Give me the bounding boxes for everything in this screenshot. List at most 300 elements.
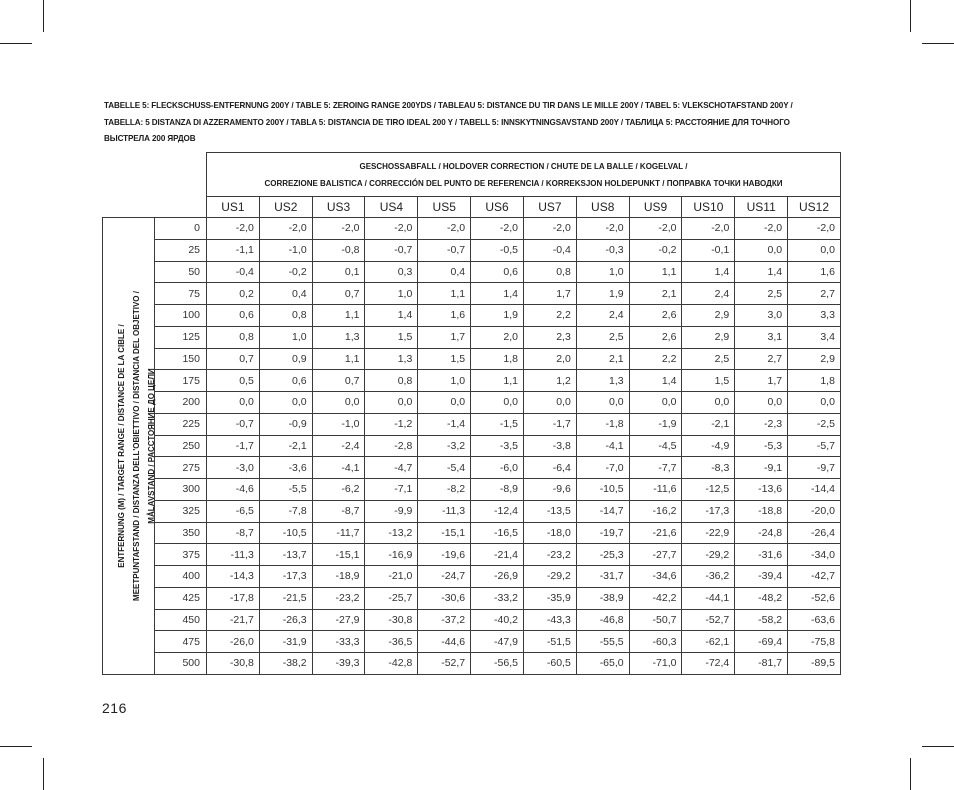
target-range-label — [114, 226, 156, 666]
value-cell: -1,4 — [418, 413, 471, 435]
value-cell: -3,8 — [523, 435, 576, 457]
value-cell: -14,3 — [207, 566, 260, 588]
value-cell: 1,5 — [365, 326, 418, 348]
distance-cell: 0 — [155, 218, 207, 240]
value-cell: -27,7 — [629, 544, 682, 566]
column-header-us12: US12 — [788, 197, 841, 218]
table-row — [103, 479, 841, 501]
value-cell: -42,8 — [365, 653, 418, 675]
value-cell: -2,0 — [365, 218, 418, 240]
value-cell: -3,2 — [418, 435, 471, 457]
value-cell: -34,6 — [629, 566, 682, 588]
value-cell: -0,2 — [629, 239, 682, 261]
value-cell: -51,5 — [523, 631, 576, 653]
value-cell: -31,7 — [576, 566, 629, 588]
value-cell: -0,7 — [418, 239, 471, 261]
value-cell: 0,6 — [471, 261, 524, 283]
value-cell: -6,5 — [207, 500, 260, 522]
table-row — [103, 500, 841, 522]
value-cell: -4,5 — [629, 435, 682, 457]
value-cell: 1,4 — [682, 261, 735, 283]
column-header-us8: US8 — [576, 197, 629, 218]
distance-cell: 350 — [155, 522, 207, 544]
table-row — [103, 392, 841, 414]
holdover-header-line1: GESCHOSSABFALL / HOLDOVER CORRECTION / CHUTE DE LA BALLE / KOGELVAL / — [359, 161, 688, 171]
value-cell: -12,5 — [682, 479, 735, 501]
value-cell: -43,3 — [523, 609, 576, 631]
value-cell: -52,7 — [682, 609, 735, 631]
value-cell: -24,8 — [735, 522, 788, 544]
value-cell: -21,5 — [259, 587, 312, 609]
distance-cell: 100 — [155, 305, 207, 327]
distance-cell: 400 — [155, 566, 207, 588]
table-row — [103, 326, 841, 348]
value-cell: 0,3 — [365, 261, 418, 283]
value-cell: 2,9 — [682, 305, 735, 327]
value-cell: -37,2 — [418, 609, 471, 631]
distance-cell: 375 — [155, 544, 207, 566]
value-cell: -4,1 — [576, 435, 629, 457]
value-cell: 0,0 — [207, 392, 260, 414]
distance-cell: 175 — [155, 370, 207, 392]
value-cell: -2,5 — [788, 413, 841, 435]
value-cell: 0,0 — [735, 392, 788, 414]
table-caption: TABELLE 5: FLECKSCHUSS-ENTFERNUNG 200Y / TABLE 5: ZEROING RANGE 200YDS / TABLEAU 5: DISTANCE DU TIR DANS LE MILLE 200Y / TABEL 5: VLEKSCHOTAFSTAND 200Y / TABELLA: 5 DISTANZA DI AZZERAMENTO 200Y / TABLA 5: DISTANCIA DE TIRO IDEAL 200 Y / TABELL 5: INNSKYTNINGSAVSTAND 200Y / ТАБЛИЦА 5: РАССТОЯНИЕ ДЛЯ ТОЧНОГО ВЫСТРЕЛА 200 ЯРДОВ — [104, 101, 793, 143]
value-cell: -69,4 — [735, 631, 788, 653]
value-cell: -8,3 — [682, 457, 735, 479]
distance-cell: 250 — [155, 435, 207, 457]
value-cell: -36,5 — [365, 631, 418, 653]
value-cell: -58,2 — [735, 609, 788, 631]
value-cell: -26,3 — [259, 609, 312, 631]
value-cell: -2,1 — [682, 413, 735, 435]
value-cell: 1,4 — [365, 305, 418, 327]
value-cell: 0,9 — [259, 348, 312, 370]
target-range-label-line: ENTFERNUNG (M) / TARGET RANGE / DISTANCE DE LA CIBLE / — [116, 324, 126, 568]
value-cell: -26,4 — [788, 522, 841, 544]
value-cell: -18,9 — [312, 566, 365, 588]
value-cell: 0,5 — [207, 370, 260, 392]
value-cell: -52,7 — [418, 653, 471, 675]
value-cell: -4,1 — [312, 457, 365, 479]
table-row — [103, 370, 841, 392]
value-cell: -16,5 — [471, 522, 524, 544]
column-header-us6: US6 — [471, 197, 524, 218]
value-cell: -8,2 — [418, 479, 471, 501]
value-cell: -5,4 — [418, 457, 471, 479]
value-cell: -13,5 — [523, 500, 576, 522]
value-cell: -81,7 — [735, 653, 788, 675]
value-cell: 2,5 — [576, 326, 629, 348]
value-cell: -35,9 — [523, 587, 576, 609]
value-cell: 1,0 — [576, 261, 629, 283]
value-cell: -11,6 — [629, 479, 682, 501]
crop-mark — [0, 746, 32, 747]
value-cell: -71,0 — [629, 653, 682, 675]
holdover-table — [102, 152, 841, 675]
value-cell: -15,1 — [312, 544, 365, 566]
value-cell: -0,1 — [682, 239, 735, 261]
value-cell: -21,0 — [365, 566, 418, 588]
value-cell: -1,7 — [523, 413, 576, 435]
distance-cell: 500 — [155, 653, 207, 675]
value-cell: -30,6 — [418, 587, 471, 609]
value-cell: -1,2 — [365, 413, 418, 435]
value-cell: -33,2 — [471, 587, 524, 609]
distance-cell: 275 — [155, 457, 207, 479]
value-cell: -2,3 — [735, 413, 788, 435]
value-cell: -19,7 — [576, 522, 629, 544]
value-cell: -29,2 — [523, 566, 576, 588]
table-row — [103, 283, 841, 305]
value-cell: 0,0 — [735, 239, 788, 261]
value-cell: 2,3 — [523, 326, 576, 348]
value-cell: 2,5 — [682, 348, 735, 370]
value-cell: -72,4 — [682, 653, 735, 675]
value-cell: 0,0 — [365, 392, 418, 414]
value-cell: -10,5 — [576, 479, 629, 501]
value-cell: -20,0 — [788, 500, 841, 522]
value-cell: -14,7 — [576, 500, 629, 522]
value-cell: 1,3 — [312, 326, 365, 348]
crop-mark — [910, 0, 911, 32]
value-cell: -2,4 — [312, 435, 365, 457]
value-cell: -65,0 — [576, 653, 629, 675]
value-cell: -18,8 — [735, 500, 788, 522]
value-cell: -9,9 — [365, 500, 418, 522]
value-cell: 0,7 — [312, 283, 365, 305]
value-cell: -2,0 — [735, 218, 788, 240]
table-row — [103, 544, 841, 566]
table-row — [103, 522, 841, 544]
value-cell: -47,9 — [471, 631, 524, 653]
value-cell: -10,5 — [259, 522, 312, 544]
table-row — [103, 566, 841, 588]
value-cell: 1,6 — [418, 305, 471, 327]
value-cell: -26,9 — [471, 566, 524, 588]
value-cell: 1,7 — [418, 326, 471, 348]
value-cell: -36,2 — [682, 566, 735, 588]
column-header-us11: US11 — [735, 197, 788, 218]
value-cell: -22,9 — [682, 522, 735, 544]
value-cell: 0,0 — [471, 392, 524, 414]
value-cell: 1,1 — [418, 283, 471, 305]
value-cell: -5,5 — [259, 479, 312, 501]
value-cell: 2,9 — [788, 348, 841, 370]
crop-mark — [910, 758, 911, 790]
value-cell: -30,8 — [207, 653, 260, 675]
value-cell: 1,4 — [629, 370, 682, 392]
value-cell: -1,5 — [471, 413, 524, 435]
distance-cell: 450 — [155, 609, 207, 631]
value-cell: -4,6 — [207, 479, 260, 501]
value-cell: 1,8 — [471, 348, 524, 370]
value-cell: 0,0 — [788, 392, 841, 414]
value-cell: 0,0 — [259, 392, 312, 414]
table-row — [103, 261, 841, 283]
value-cell: -0,9 — [259, 413, 312, 435]
value-cell: -13,2 — [365, 522, 418, 544]
distance-cell: 475 — [155, 631, 207, 653]
value-cell: 1,9 — [471, 305, 524, 327]
value-cell: -6,4 — [523, 457, 576, 479]
column-header-us10: US10 — [682, 197, 735, 218]
value-cell: -23,2 — [312, 587, 365, 609]
value-cell: 0,0 — [523, 392, 576, 414]
distance-cell: 425 — [155, 587, 207, 609]
value-cell: 0,4 — [418, 261, 471, 283]
value-cell: -31,6 — [735, 544, 788, 566]
value-cell: 1,1 — [312, 348, 365, 370]
table-row — [103, 413, 841, 435]
value-cell: -31,9 — [259, 631, 312, 653]
value-cell: -60,5 — [523, 653, 576, 675]
value-cell: -39,3 — [312, 653, 365, 675]
value-cell: -42,2 — [629, 587, 682, 609]
table-row — [103, 218, 841, 240]
crop-mark — [0, 43, 32, 44]
value-cell: 0,8 — [365, 370, 418, 392]
value-cell: 3,1 — [735, 326, 788, 348]
value-cell: 0,0 — [418, 392, 471, 414]
table-row — [103, 305, 841, 327]
column-header-us1: US1 — [207, 197, 260, 218]
value-cell: -13,6 — [735, 479, 788, 501]
value-cell: 0,7 — [312, 370, 365, 392]
value-cell: 3,3 — [788, 305, 841, 327]
value-cell: -24,7 — [418, 566, 471, 588]
value-cell: 0,6 — [259, 370, 312, 392]
value-cell: -11,3 — [418, 500, 471, 522]
value-cell: -0,2 — [259, 261, 312, 283]
header-spacer — [103, 153, 207, 218]
value-cell: 1,7 — [735, 370, 788, 392]
table-body — [103, 218, 841, 675]
holdover-header — [207, 153, 841, 197]
value-cell: -1,7 — [207, 435, 260, 457]
value-cell: -1,8 — [576, 413, 629, 435]
value-cell: -55,5 — [576, 631, 629, 653]
value-cell: 0,1 — [312, 261, 365, 283]
value-cell: 1,9 — [576, 283, 629, 305]
column-header-us2: US2 — [259, 197, 312, 218]
value-cell: 2,4 — [576, 305, 629, 327]
value-cell: 2,5 — [735, 283, 788, 305]
value-cell: -7,0 — [576, 457, 629, 479]
value-cell: -0,7 — [365, 239, 418, 261]
value-cell: 0,2 — [207, 283, 260, 305]
table-row — [103, 348, 841, 370]
value-cell: 1,7 — [523, 283, 576, 305]
value-cell: -30,8 — [365, 609, 418, 631]
value-cell: -11,3 — [207, 544, 260, 566]
value-cell: -50,7 — [629, 609, 682, 631]
value-cell: 1,3 — [365, 348, 418, 370]
value-cell: 2,6 — [629, 326, 682, 348]
value-cell: 0,0 — [629, 392, 682, 414]
value-cell: -2,0 — [576, 218, 629, 240]
value-cell: -38,9 — [576, 587, 629, 609]
value-cell: 1,2 — [523, 370, 576, 392]
value-cell: -62,1 — [682, 631, 735, 653]
value-cell: 1,0 — [365, 283, 418, 305]
value-cell: -15,1 — [418, 522, 471, 544]
value-cell: 1,0 — [259, 326, 312, 348]
value-cell: 1,4 — [735, 261, 788, 283]
value-cell: -1,0 — [259, 239, 312, 261]
value-cell: 2,9 — [682, 326, 735, 348]
value-cell: -27,9 — [312, 609, 365, 631]
table-row — [103, 587, 841, 609]
crop-mark — [43, 758, 44, 790]
value-cell: -34,0 — [788, 544, 841, 566]
value-cell: -0,4 — [207, 261, 260, 283]
value-cell: -2,0 — [682, 218, 735, 240]
distance-cell: 50 — [155, 261, 207, 283]
column-header-us9: US9 — [629, 197, 682, 218]
value-cell: -6,0 — [471, 457, 524, 479]
value-cell: 0,0 — [682, 392, 735, 414]
value-cell: -0,8 — [312, 239, 365, 261]
value-cell: -3,5 — [471, 435, 524, 457]
value-cell: -2,0 — [629, 218, 682, 240]
value-cell: -7,1 — [365, 479, 418, 501]
value-cell: -9,7 — [788, 457, 841, 479]
value-cell: 2,6 — [629, 305, 682, 327]
value-cell: -1,1 — [207, 239, 260, 261]
value-cell: -60,3 — [629, 631, 682, 653]
value-cell: -7,7 — [629, 457, 682, 479]
crop-mark — [922, 746, 954, 747]
value-cell: -2,0 — [207, 218, 260, 240]
value-cell: -75,8 — [788, 631, 841, 653]
value-cell: 1,5 — [418, 348, 471, 370]
value-cell: -29,2 — [682, 544, 735, 566]
value-cell: -16,9 — [365, 544, 418, 566]
value-cell: 0,6 — [207, 305, 260, 327]
value-cell: -0,7 — [207, 413, 260, 435]
value-cell: -0,4 — [523, 239, 576, 261]
value-cell: -21,6 — [629, 522, 682, 544]
value-cell: 1,5 — [682, 370, 735, 392]
target-range-label-line: MÅLAVSTAND / РАССТОЯНИЕ ДО ЦЕЛИ — [146, 368, 156, 524]
value-cell: -52,6 — [788, 587, 841, 609]
value-cell: -9,1 — [735, 457, 788, 479]
column-header-us4: US4 — [365, 197, 418, 218]
column-header-us7: US7 — [523, 197, 576, 218]
value-cell: -2,0 — [523, 218, 576, 240]
value-cell: -12,4 — [471, 500, 524, 522]
value-cell: -40,2 — [471, 609, 524, 631]
value-cell: -16,2 — [629, 500, 682, 522]
value-cell: -3,6 — [259, 457, 312, 479]
distance-cell: 25 — [155, 239, 207, 261]
value-cell: -48,2 — [735, 587, 788, 609]
distance-cell: 125 — [155, 326, 207, 348]
value-cell: 0,4 — [259, 283, 312, 305]
distance-cell: 150 — [155, 348, 207, 370]
value-cell: 2,7 — [788, 283, 841, 305]
value-cell: -0,3 — [576, 239, 629, 261]
column-header-us5: US5 — [418, 197, 471, 218]
value-cell: 1,4 — [471, 283, 524, 305]
value-cell: -3,0 — [207, 457, 260, 479]
value-cell: 0,0 — [576, 392, 629, 414]
value-cell: -17,3 — [259, 566, 312, 588]
value-cell: -2,0 — [788, 218, 841, 240]
value-cell: 1,1 — [312, 305, 365, 327]
distance-cell: 325 — [155, 500, 207, 522]
page-number: 216 — [102, 700, 127, 716]
value-cell: -9,6 — [523, 479, 576, 501]
value-cell: 0,8 — [207, 326, 260, 348]
value-cell: -4,9 — [682, 435, 735, 457]
value-cell: 0,8 — [523, 261, 576, 283]
value-cell: -2,0 — [471, 218, 524, 240]
value-cell: -33,3 — [312, 631, 365, 653]
value-cell: 0,0 — [312, 392, 365, 414]
table-row — [103, 435, 841, 457]
target-range-label-line: MEETPUNTAFSTAND / DISTANZA DELL'OBIETTIVO / DISTANCIA DEL OBJETIVO / — [131, 290, 141, 601]
value-cell: 3,0 — [735, 305, 788, 327]
value-cell: -5,3 — [735, 435, 788, 457]
value-cell: -0,5 — [471, 239, 524, 261]
value-cell: 1,3 — [576, 370, 629, 392]
value-cell: 0,0 — [788, 239, 841, 261]
value-cell: -8,9 — [471, 479, 524, 501]
value-cell: -17,8 — [207, 587, 260, 609]
value-cell: 2,0 — [471, 326, 524, 348]
table-row — [103, 653, 841, 675]
value-cell: 1,1 — [629, 261, 682, 283]
value-cell: -5,7 — [788, 435, 841, 457]
value-cell: -25,7 — [365, 587, 418, 609]
value-cell: -38,2 — [259, 653, 312, 675]
value-cell: 2,1 — [576, 348, 629, 370]
value-cell: 2,2 — [523, 305, 576, 327]
holdover-header-line2: CORREZIONE BALISTICA / CORRECCIÓN DEL PUNTO DE REFERENCIA / KORREKSJON HOLDEPUNKT / ПОПРАВКА ТОЧКИ НАВОДКИ — [264, 178, 783, 188]
column-header-us3: US3 — [312, 197, 365, 218]
value-cell: -8,7 — [312, 500, 365, 522]
value-cell: 2,4 — [682, 283, 735, 305]
value-cell: -44,6 — [418, 631, 471, 653]
value-cell: 1,8 — [788, 370, 841, 392]
value-cell: -17,3 — [682, 500, 735, 522]
value-cell: -23,2 — [523, 544, 576, 566]
value-cell: 2,7 — [735, 348, 788, 370]
distance-cell: 300 — [155, 479, 207, 501]
value-cell: -11,7 — [312, 522, 365, 544]
value-cell: -25,3 — [576, 544, 629, 566]
value-cell: -7,8 — [259, 500, 312, 522]
distance-cell: 225 — [155, 413, 207, 435]
distance-cell: 200 — [155, 392, 207, 414]
value-cell: -2,0 — [259, 218, 312, 240]
value-cell: -1,9 — [629, 413, 682, 435]
value-cell: 1,0 — [418, 370, 471, 392]
value-cell: -46,8 — [576, 609, 629, 631]
distance-cell: 75 — [155, 283, 207, 305]
value-cell: 2,0 — [523, 348, 576, 370]
value-cell: -13,7 — [259, 544, 312, 566]
crop-mark — [922, 43, 954, 44]
value-cell: -44,1 — [682, 587, 735, 609]
value-cell: -1,0 — [312, 413, 365, 435]
value-cell: -2,8 — [365, 435, 418, 457]
value-cell: -4,7 — [365, 457, 418, 479]
value-cell: 3,4 — [788, 326, 841, 348]
value-cell: 0,8 — [259, 305, 312, 327]
